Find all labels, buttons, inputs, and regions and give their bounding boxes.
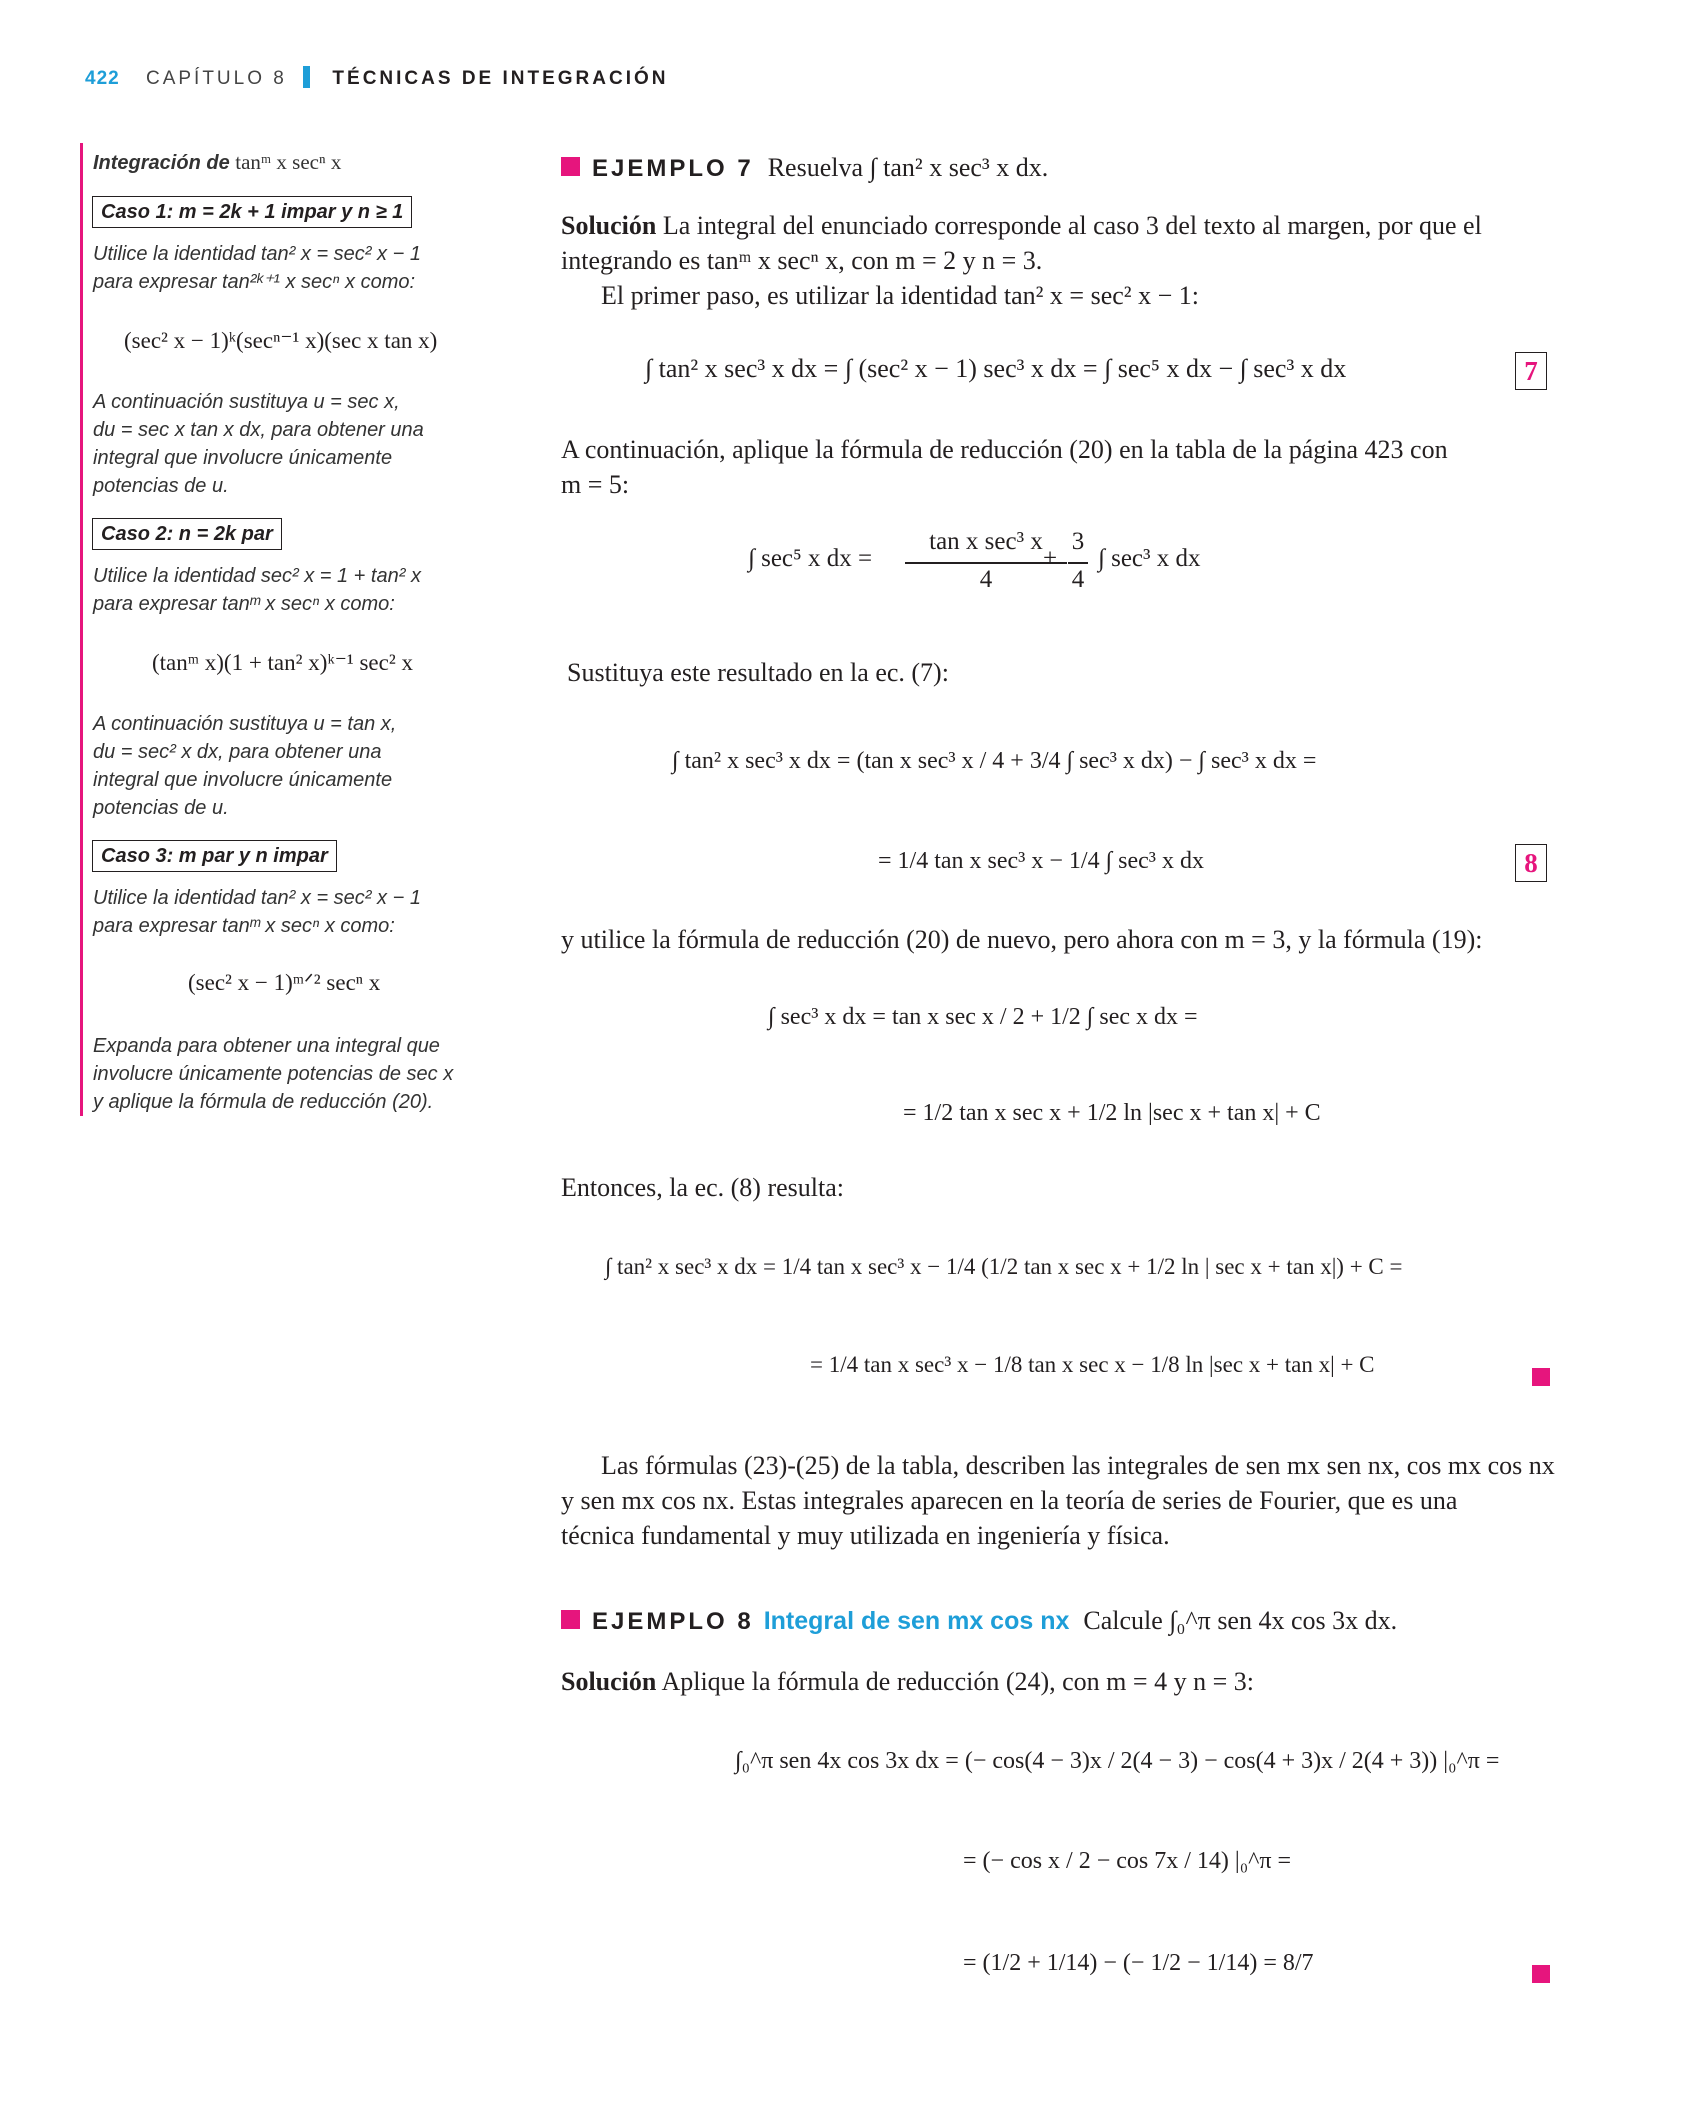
example8-title: Integral de sen mx cos nx [763,1607,1070,1635]
case3-text-1: Utilice la identidad tan² x = sec² x − 1 [93,887,421,909]
case1-text-5: integral que involucre únicamente [93,447,393,469]
example7-paragraph-2a: A continuación, aplique la fórmula de reducción (20) en la tabla de la página 423 con [561,435,1448,464]
reduction-numerator: tan x sec³ x [929,528,1043,555]
case1-formula: (sec² x − 1)ᵏ(secⁿ⁻¹ x)(sec x tan x) [124,328,438,353]
fraction-bar [1068,562,1088,564]
case2-formula: (tanᵐ x)(1 + tan² x)ᵏ⁻¹ sec² x [152,650,413,675]
example7-paragraph-1c: El primer paso, es utilizar la identidad tan² x = sec² x − 1: [601,281,1199,310]
example8-solution [561,1664,1254,1699]
case2-text-2: para expresar tanᵐ x secⁿ x como: [93,593,395,615]
header-divider [303,66,310,88]
equation-7-number: 7 [1515,352,1547,390]
chapter-label: CAPÍTULO 8 [145,68,287,89]
example7-paragraph-4: y utilice la fórmula de reducción (20) de nuevo, pero ahora con m = 3, y la fórmula (19): [561,925,1483,954]
solution-label: Solución [561,1667,657,1696]
reduction-coef-num: 3 [1071,528,1085,555]
equation-example8-a: ∫₀^π sen 4x cos 3x dx = (− cos(4 − 3)x / 2(4 − 3) − cos(4 + 3)x / 2(4 + 3)) |₀^π = [735,1748,1500,1774]
case2-text-6: potencias de u. [93,797,229,819]
equation-example8-c: = (1/2 + 1/14) − (− 1/2 − 1/14) = 8/7 [963,1950,1314,1976]
running-header [85,66,669,90]
example8-heading [561,1603,1397,1638]
case2-text-3: A continuación sustituya u = tan x, [93,713,397,735]
margin-heading-math: tanᵐ x secⁿ x [235,150,342,174]
reduction-denominator: 4 [979,566,993,593]
reduction-rhs: ∫ sec³ x dx [1098,545,1201,572]
margin-heading [93,148,341,177]
case1-text-6: potencias de u. [93,475,229,497]
page-number: 422 [85,68,120,89]
case3-text-4: involucre únicamente potencias de sec x [93,1063,454,1085]
paragraph-line-3: técnica fundamental y muy utilizada en ingeniería y física. [561,1521,1170,1550]
equation-10b: = 1/4 tan x sec³ x − 1/8 tan x sec x − 1/8 ln |sec x + tan x| + C [810,1352,1375,1377]
end-of-example-icon [1532,1368,1550,1386]
case3-text-2: para expresar tanᵐ x secⁿ x como: [93,915,395,937]
case3-formula: (sec² x − 1)ᵐᐟ² secⁿ x [188,970,381,995]
reduction-plus: + [1043,545,1058,572]
case2-text-1: Utilice la identidad sec² x = 1 + tan² x [93,565,421,587]
case3-text-3: Expanda para obtener una integral que [93,1035,440,1057]
equation-8b: = 1/4 tan x sec³ x − 1/4 ∫ sec³ x dx [878,848,1204,874]
example-marker-icon [561,157,580,176]
equation-8a: ∫ tan² x sec³ x dx = (tan x sec³ x / 4 + 3/4 ∫ sec³ x dx) − ∫ sec³ x dx = [672,748,1317,774]
paragraph-line-2: y sen mx cos nx. Estas integrales aparecen en la teoría de series de Fourier, que es una [561,1486,1458,1515]
case1-text-4: du = sec x tan x dx, para obtener una [93,419,424,441]
case2-title: Caso 2: n = 2k par [92,518,282,550]
case2-text-5: integral que involucre únicamente [93,769,393,791]
end-of-example-icon [1532,1965,1550,1983]
case3-title: Caso 3: m par y n impar [92,840,337,872]
example8-label: EJEMPLO 8 [592,1608,754,1635]
example7-paragraph-1b: integrando es tanᵐ x secⁿ x, con m = 2 y n = 3. [561,246,1043,275]
equation-10a: ∫ tan² x sec³ x dx = 1/4 tan x sec³ x − 1/4 (1/2 tan x sec x + 1/2 ln | sec x + tan x|) + C = [605,1254,1403,1279]
example7-p1a-text: La integral del enunciado corresponde al caso 3 del texto al margen, por que el [662,211,1482,240]
case1-text-2: para expresar tan²ᵏ⁺¹ x secⁿ x como: [93,271,416,293]
example7-paragraph-2b: m = 5: [561,470,630,499]
equation-8-number: 8 [1515,844,1547,882]
chapter-title: TÉCNICAS DE INTEGRACIÓN [332,68,669,89]
margin-heading-bold: Integración de [93,152,230,174]
margin-rule [80,143,83,1116]
example-marker-icon [561,1610,580,1629]
case1-title: Caso 1: m = 2k + 1 impar y n ≥ 1 [92,196,412,228]
reduction-coef-den: 4 [1071,566,1085,593]
example8-solution-text: Aplique la fórmula de reducción (24), con m = 4 y n = 3: [661,1667,1254,1696]
case3-text-5: y aplique la fórmula de reducción (20). [93,1091,434,1113]
example7-paragraph-3: Sustituya este resultado en la ec. (7): [567,658,949,687]
paragraph-line-1: Las fórmulas (23)-(25) de la tabla, describen las integrales de sen mx sen nx, cos mx cos nx [601,1451,1555,1480]
equation-9b: = 1/2 tan x sec x + 1/2 ln |sec x + tan x| + C [903,1100,1321,1126]
solution-label: Solución [561,211,657,240]
reduction-lhs: ∫ sec⁵ x dx = [748,545,873,572]
example7-paragraph-5: Entonces, la ec. (8) resulta: [561,1173,844,1202]
case1-text-3: A continuación sustituya u = sec x, [93,391,400,413]
example8-statement: Calcule ∫₀^π sen 4x cos 3x dx. [1083,1606,1398,1635]
equation-9a: ∫ sec³ x dx = tan x sec x / 2 + 1/2 ∫ sec x dx = [768,1004,1198,1030]
case1-text-1: Utilice la identidad tan² x = sec² x − 1 [93,243,421,265]
example7-label: EJEMPLO 7 [592,155,754,182]
equation-7: ∫ tan² x sec³ x dx = ∫ (sec² x − 1) sec³ x dx = ∫ sec⁵ x dx − ∫ sec³ x dx [645,354,1347,383]
example7-statement: Resuelva ∫ tan² x sec³ x dx. [767,153,1049,182]
example7-paragraph-1a [561,208,1482,243]
equation-example8-b: = (− cos x / 2 − cos 7x / 14) |₀^π = [963,1848,1291,1874]
case2-text-4: du = sec² x dx, para obtener una [93,741,382,763]
example7-heading [561,150,1048,185]
